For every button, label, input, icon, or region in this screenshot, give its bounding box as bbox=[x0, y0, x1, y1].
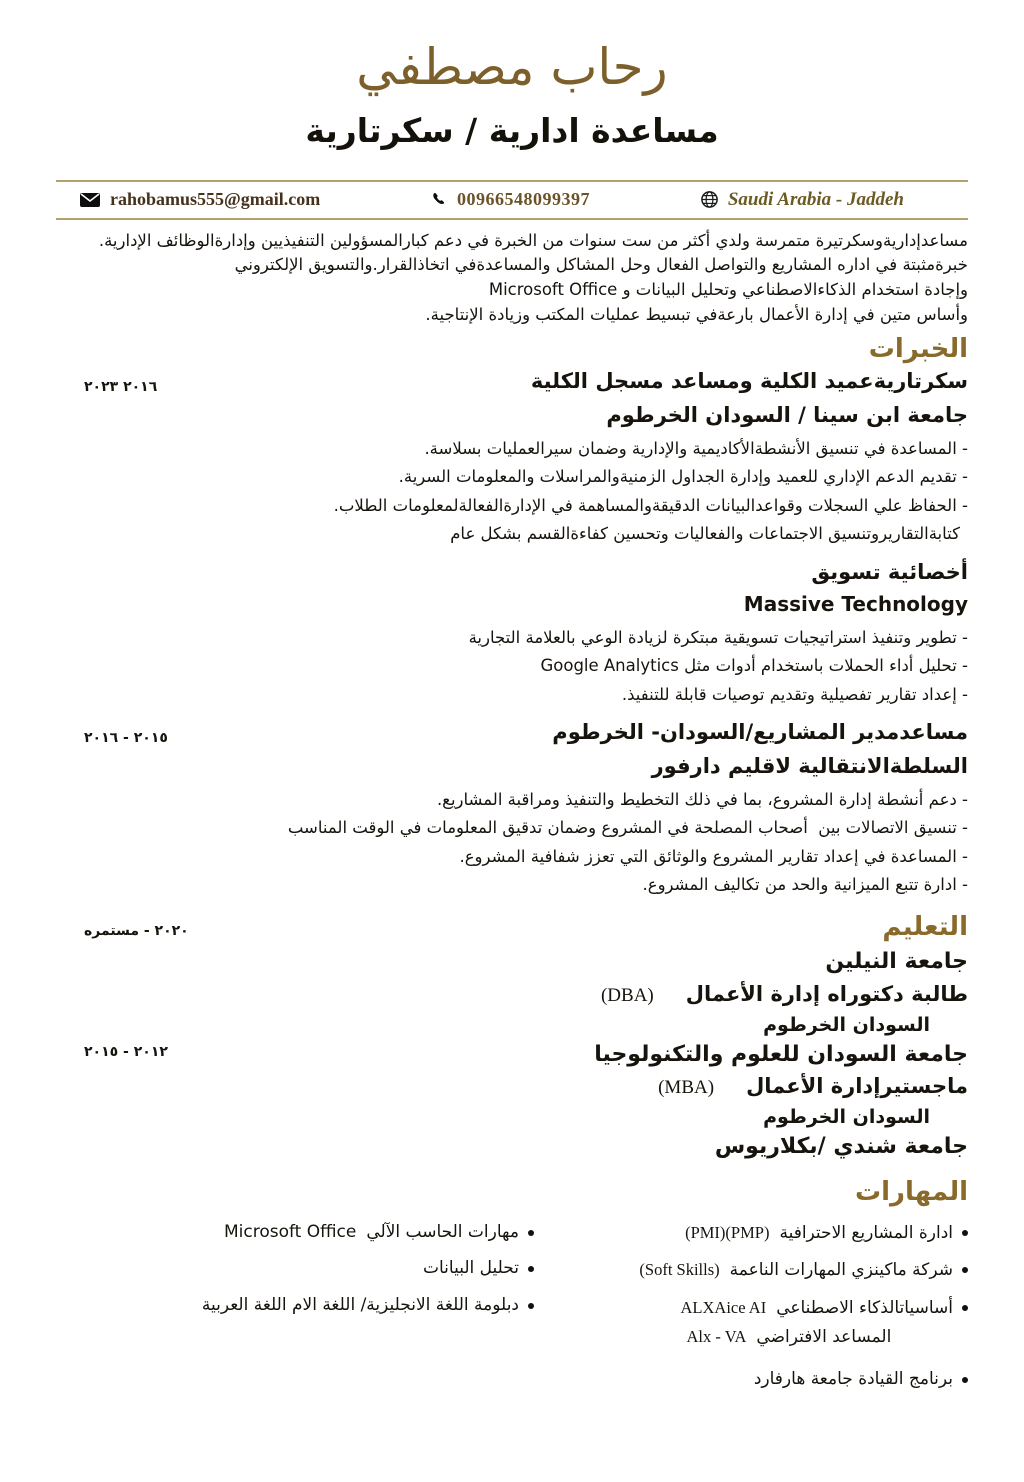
school-name: جامعة السودان للعلوم والتكنولوجيا bbox=[594, 1041, 968, 1067]
education-entry-1 bbox=[56, 947, 968, 1036]
bullet-dot-icon bbox=[962, 1305, 968, 1311]
skill-item bbox=[534, 1368, 968, 1392]
degree-line bbox=[56, 1074, 968, 1099]
skill-arabic: تحليل البيانات bbox=[423, 1258, 519, 1279]
education-dates: ٢٠١٢ - ٢٠١٥ bbox=[84, 1043, 168, 1060]
job-bullets bbox=[56, 788, 968, 897]
skill-item bbox=[56, 1294, 534, 1318]
degree-abbrev: (DBA) bbox=[600, 984, 654, 1006]
job-bullet: - المساعدة في تنسيق الأنشطةالأكاديمية والإدارية وضمان سيرالعمليات بسلاسة. bbox=[424, 438, 968, 458]
skill-text bbox=[639, 1258, 953, 1283]
education-dates: ٢٠٢٠ - مستمره bbox=[84, 922, 189, 939]
skill-arabic: دبلومة اللغة الانجليزية/ اللغة الام اللغة العربية bbox=[201, 1295, 519, 1316]
bullet-dot-icon bbox=[962, 1377, 968, 1383]
job-bullet: - المساعدة في إعداد تقارير المشروع والوثائق التي تعزز شفافية المشروع. bbox=[459, 846, 968, 866]
skills-section bbox=[56, 1176, 968, 1404]
degree-arabic: طالبة دكتوراه إدارة الأعمال bbox=[685, 981, 968, 1006]
skill-latin: (Soft Skills) bbox=[639, 1260, 720, 1280]
education-section bbox=[56, 911, 968, 1163]
skill-text bbox=[224, 1221, 519, 1245]
skill-item bbox=[56, 1257, 534, 1281]
job-dates: ٢٠١٥ - ٢٠١٦ bbox=[84, 730, 168, 747]
skill-item bbox=[534, 1221, 968, 1246]
location-text: Saudi Arabia - Jaddeh bbox=[727, 188, 904, 210]
skill-arabic: ادارة المشاريع الاحترافية bbox=[779, 1222, 953, 1243]
skill-text bbox=[681, 1296, 954, 1350]
school-name: جامعة النيلين bbox=[825, 949, 968, 975]
experience-job-3 bbox=[56, 718, 968, 896]
job-bullet: - تقديم الدعم الإداري للعميد وإدارة الجداول الزمنيةوالمراسلات والمعلومات السرية. bbox=[398, 467, 968, 487]
job-organization: جامعة ابن سينا / السودان الخرطوم bbox=[606, 402, 968, 427]
phone-text: 00966548099397 bbox=[457, 189, 591, 210]
skills-column-right bbox=[534, 1221, 968, 1405]
skill-item bbox=[56, 1221, 534, 1245]
contact-bar bbox=[56, 180, 968, 220]
skill-latin: Alx - VA bbox=[686, 1327, 747, 1346]
skill-text bbox=[685, 1221, 953, 1246]
skill-arabic: أساسياتالذكاء الاصطناعي bbox=[776, 1298, 953, 1319]
job-organization: السلطةالانتقالية لاقليم دارفور bbox=[651, 753, 968, 778]
candidate-name: رحاب مصطفي bbox=[356, 38, 668, 96]
skill-arabic: مهارات الحاسب الآلي bbox=[366, 1221, 519, 1242]
phone-icon bbox=[431, 192, 447, 208]
school-name: جامعة شندي /بكلاريوس bbox=[714, 1134, 968, 1160]
job-organization: Massive Technology bbox=[743, 591, 968, 616]
bullet-dot-icon bbox=[962, 1230, 968, 1236]
summary-line: وأساس متين في إدارة الأعمال بارعةفي تبسيط عمليات المكتب وزيادة الإنتاجية. bbox=[425, 304, 968, 324]
skill-text-line bbox=[681, 1325, 954, 1350]
summary-line: خبرةمثبتة في اداره المشاريع والتواصل الفعال وحل المشاكل والمساعدةفي اتخاذالقرار.والتسويق الإلكتروني bbox=[234, 255, 968, 275]
bullet-dot-icon bbox=[528, 1303, 534, 1309]
education-entry-3 bbox=[56, 1132, 968, 1162]
skill-arabic: المساعد الافتراضي bbox=[756, 1327, 892, 1347]
skills-column-left bbox=[56, 1221, 534, 1405]
profile-summary bbox=[56, 229, 968, 327]
education-section-heading: التعليم bbox=[882, 911, 968, 942]
job-bullets bbox=[56, 626, 968, 706]
experience-job-1 bbox=[56, 367, 968, 545]
bullet-dot-icon bbox=[528, 1230, 534, 1236]
job-bullet: - تنسيق الاتصالات بين أصحاب المصلحة في المشروع وضمان تدقيق المعلومات في الوقت المناسب bbox=[287, 818, 968, 838]
job-bullet: - الحفاظ علي السجلات وقواعدالبيانات الدقيقةوالمساهمة في الإدارةالفعالةلمعلومات الطلاب. bbox=[333, 495, 968, 515]
job-bullet: - ادارة تتبع الميزانية والحد من تكاليف المشروع. bbox=[642, 875, 968, 895]
degree-line bbox=[56, 982, 968, 1007]
skill-text bbox=[202, 1294, 519, 1318]
job-bullet: - تطوير وتنفيذ استراتيجيات تسويقية مبتكرة لزيادة الوعي بالعلامة التجارية bbox=[468, 627, 968, 647]
contact-location bbox=[701, 189, 904, 211]
skill-item bbox=[534, 1258, 968, 1283]
skill-arabic: برنامج القيادة جامعة هارفارد bbox=[753, 1368, 953, 1389]
skill-text bbox=[754, 1368, 953, 1392]
job-bullet: - تحليل أداء الحملات باستخدام أدوات مثل Google Analytics bbox=[540, 656, 968, 676]
globe-icon bbox=[701, 191, 718, 208]
skill-latin: (PMI)(PMP) bbox=[685, 1222, 770, 1242]
envelope-icon bbox=[80, 193, 100, 207]
contact-email bbox=[80, 189, 320, 210]
school-location: السودان الخرطوم bbox=[763, 1013, 930, 1036]
school-location: السودان الخرطوم bbox=[763, 1106, 930, 1129]
skills-columns bbox=[56, 1221, 968, 1405]
skill-latin: Microsoft Office bbox=[223, 1221, 357, 1242]
summary-line: وإجادة استخدام الذكاءالاصطناعي وتحليل البيانات و Microsoft Office bbox=[488, 280, 968, 300]
job-bullet: - دعم أنشطة إدارة المشروع، بما في ذلك التخطيط والتنفيذ ومراقبة المشاريع. bbox=[436, 789, 968, 809]
skill-item bbox=[534, 1296, 968, 1350]
degree-abbrev: (MBA) bbox=[658, 1077, 715, 1099]
bullet-dot-icon bbox=[962, 1267, 968, 1273]
skill-arabic: شركة ماكينزي المهارات الناعمة bbox=[729, 1260, 953, 1281]
bullet-dot-icon bbox=[528, 1266, 534, 1272]
experience-section-heading: الخبرات bbox=[868, 333, 968, 364]
degree-arabic: ماجستيرإدارة الأعمال bbox=[746, 1074, 968, 1099]
job-bullets bbox=[56, 437, 968, 546]
education-entry-2 bbox=[56, 1040, 968, 1129]
cv-page bbox=[0, 34, 1024, 1482]
experience-job-2 bbox=[56, 558, 968, 707]
job-title: مساعدمدير المشاريع/السودان- الخرطوم bbox=[552, 720, 968, 745]
job-dates: ٢٠١٦ ٢٠٢٣ bbox=[84, 379, 158, 396]
job-bullet: - إعداد تقارير تفصيلية وتقديم توصيات قابلة للتنفيذ. bbox=[621, 684, 968, 704]
job-title: سكرتاريةعميد الكلية ومساعد مسجل الكلية bbox=[530, 369, 968, 394]
contact-phone bbox=[431, 189, 590, 210]
candidate-role: مساعدة ادارية / سكرتارية bbox=[305, 110, 719, 150]
skill-text-line bbox=[681, 1296, 954, 1321]
skills-section-heading: المهارات bbox=[854, 1177, 968, 1208]
skill-text bbox=[423, 1257, 519, 1281]
job-bullet: كتابةالتقاريروتنسيق الاجتماعات والفعاليات وتحسين كفاءةالقسم بشكل عام bbox=[450, 524, 960, 544]
job-title: أخصائية تسويق bbox=[811, 559, 968, 584]
summary-line: مساعدإداريةوسكرتيرة متمرسة ولدي أكثر من ست سنوات من الخبرة في دعم كبارالمسؤولين التنفيذيين وإدارةالوظائف الإدارية. bbox=[98, 230, 968, 250]
email-text: rahobamus555@gmail.com bbox=[110, 189, 321, 210]
skill-latin: ALXAice AI bbox=[680, 1298, 767, 1318]
